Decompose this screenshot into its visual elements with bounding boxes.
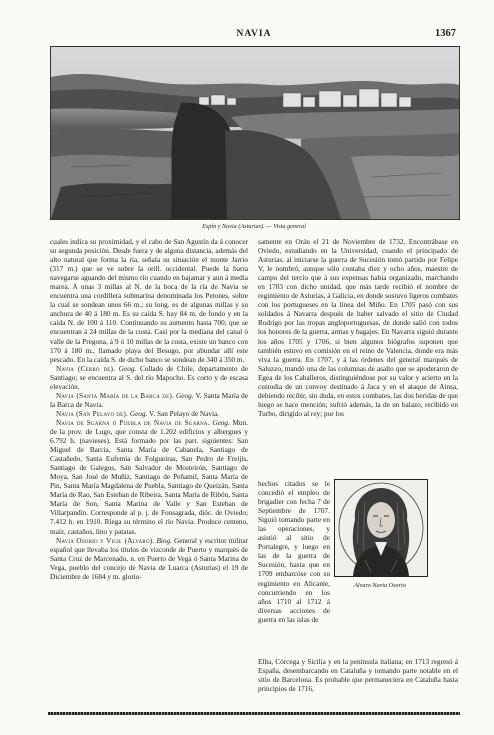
portrait-caption: Alvaro Navia Osorio xyxy=(354,582,406,589)
entry-heading: Navia (Cerro de). xyxy=(56,364,116,373)
entry-text: Collado de Chile, departamento de Santiago; se encuentra al S. del río Mapocho. Es corto y de escasa elevación. xyxy=(50,364,248,391)
entry-cerro xyxy=(50,365,248,392)
entry-tag: Biog. xyxy=(156,536,172,545)
running-head: NAVIA xyxy=(236,29,272,39)
entry-osorio xyxy=(50,537,248,582)
paragraph: cuales indica su proximidad, y el cabo de San Agustín da á conocer su segunda posición. Desde fuera y de alguna distancia, además del alto natural que forma la ría, señala su situación el monte Jarrio (317 m.) que se ve sobre la orill. occidental. Puede la barra navegarse aguando del mismo río cuando en bajamar y aun á media marea. A unas 3 millas al N. de la boca de la ría de Navia se encuentra una cordillera submarina denominada los Petones, sobre la cual se sondean unos 66 m.; su long. es de algunas millas y su anchura de 40 á 180 m. Es su caída S. hay 84 m. de fondo y en la caída N. de 100 á 110. Continuando su aumento hasta 700, que se encuentran á 24 millas de la costa. Casi por la mediana del canal ó valle de la Pregona, á 9 ó 10 millas de la costa, existe un banco con 170 á 180 m., llamado playa del Besugo, por abundar allí este pescado. En la caída S. de dicho banco se sondean de 340 á 350 m. xyxy=(50,238,248,364)
page-header xyxy=(52,29,456,43)
entry-text: V. Santa María de la Barca de Navia. xyxy=(50,391,249,409)
entry-santa-maria xyxy=(50,392,248,410)
right-column-wrap xyxy=(258,480,330,660)
portrait-engraving xyxy=(334,479,428,577)
landscape-photo xyxy=(50,46,460,220)
entry-heading: Navia (Santa María de la Barca de). xyxy=(56,391,174,400)
paragraph: samente en Orán el 21 de Noviembre de 1732. Encontrábase en Oviedo, estudiando en la Universidad, cuando el principado de Asturias, al iniciarse la guerra de Sucesión tomó partido por Felipe V, le nombró, aunque sólo contaba diez y ocho años, maestre de campo del tercio que á sus expensas había organizado, marchando en 1703 con dicho unidad, que más tarde recibió el nombre de regimiento de Asturias, á Galicia, en donde sostuvo ligeros combates con los portugueses en la línea del Miño. En 1705 pasó con sus soldados á Navarra después de haber salvado el sitio de Ciudad Rodrigo por las tropas angloportuguesas, de donde salió con todos los honores de la guerra, armas y bagajes. En Navarra siguió durante los años 1705 y 1706, si bien algunos biógrafos suponen que también estuvo en comisión en el reino de Valencia, donde era más viva la guerra. En 1707, y á las órdenes del general marqués de Saluzzo, mandó una de las columnas de asalto que se apoderaron de Egea de los Caballeros, distinguiéndose por su valor y acierto en la custodia de un convoy destinado á Jaca y en el ataque de Ainsa, debiendo recibir, sin duda, en estos combates, las dos heridas de que luego se hace mención; sufrió además, la de un balazo, recibido en Turbo, dirigido al rey; por los xyxy=(258,238,458,418)
page-number: 1367 xyxy=(435,28,456,39)
photo-caption: Espín y Navia (Asturias). — Vista general xyxy=(202,223,306,230)
right-column-bottom xyxy=(258,658,458,694)
paragraph: Elba, Córcega y Sicilia y en la península italiana; en 1713 regresó á España, desembarcando en Cataluña y tomando parte notable en el sitio de Barcelona. Es probable que permaneciera en Cataluña hasta principios de 1716, xyxy=(258,658,458,694)
right-column-top xyxy=(258,238,458,480)
entry-san-pelayo xyxy=(50,410,248,419)
left-column xyxy=(50,238,248,582)
entry-heading: Navia (San Pelayo de). xyxy=(56,409,129,418)
landscape-photo-drawing xyxy=(51,47,459,219)
entry-heading: Navia de Suarna ó Puebla de Navia de Suarna. xyxy=(56,418,210,427)
entry-tag: Geog. xyxy=(212,418,230,427)
entry-suarna xyxy=(50,419,248,537)
entry-text: General y escritor militar español que llevaba los títulos de vizconde de Puerto y marqués de Santa Cruz de Marcenado, n. en Puerto de Vega ó Santa Marina de Vega, pueblo del concejo de Navia de Luarca (Asturias) el 19 de Diciembre de 1684 y m. glorio- xyxy=(50,536,248,581)
portrait-drawing xyxy=(335,480,427,576)
scan-edge-bar xyxy=(48,712,460,715)
entry-tag: Geog. xyxy=(176,391,194,400)
entry-text: Mun. de la prov. de Lugo, que consta de 1.202 edificios y albergues y 6.792 h. (navieses). Está formado por las parr. siguientes: San Miguel de Barcia, Santa María de Cabanela, Santiago de Castañedo, Santa Eufemia de Folgueiras, San Pedro de Freijís, Santiago de Galegos, San Salvador de Mosteirón, Santiago de Moya, San José de Muñiz, Santiago de Peñamil, Santa María de Pin, Santa María Magdalena de Puebla, Santiago de Queizán, Santa María de Rao, San Esteban de Ribeira, Santa María de Ribón, Santa María de Son, Santa Marina de Valle y San Esteban de Villarpandín. Corresponde al p. j. de Fonsagrada, dióc. de Oviedo; 7.412 h. en 1910. Riega su término el río Navia. Produce centeno, maíz, castaños, lino y patatas. xyxy=(50,418,248,536)
entry-heading: Navia Osorio y Vigil (Alvaro). xyxy=(56,536,155,545)
entry-tag: Geog. xyxy=(129,409,148,418)
paragraph: hechos citados se le concedió el empleo de brigadier con fecha 7 de Septiembre de 1707. Siguió tomando parte en las operaciones, y asistió al sitio de Portalegre, y luego en las de la guerra de Sucesión, hasta que en 1709 embarcóse con su regimiento en Alicante, concurriendo en los años 1710 al 1712 á diversas acciones de guerra en las islas de xyxy=(258,480,330,624)
entry-tag: Geog. xyxy=(118,364,137,373)
entry-text: V. San Pelayo de Navia. xyxy=(149,409,219,418)
